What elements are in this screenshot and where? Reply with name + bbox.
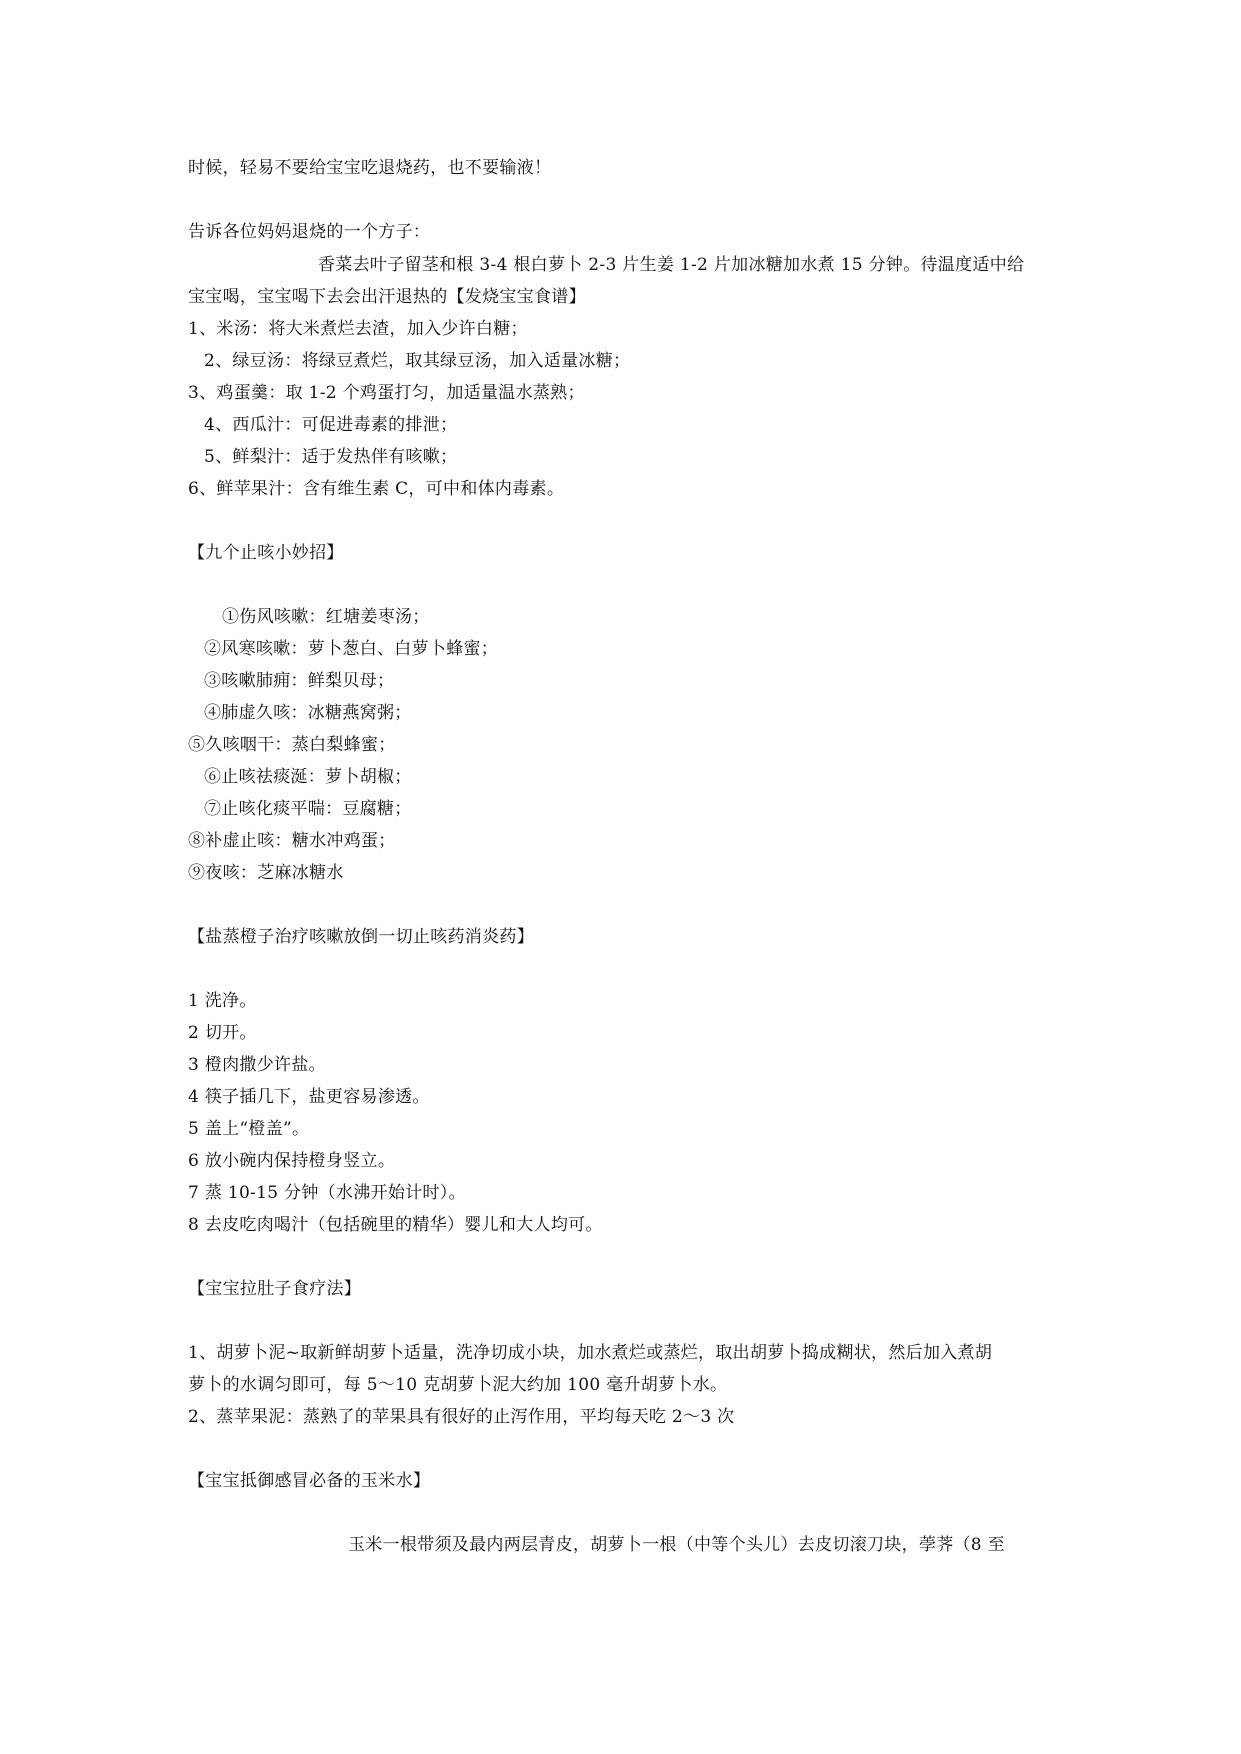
text-line: 3、鸡蛋羹：取 1-2 个鸡蛋打匀，加适量温水蒸熟； bbox=[188, 383, 585, 403]
text-line: 2 切开。 bbox=[188, 1023, 257, 1043]
section-heading: 【九个止咳小妙招】 bbox=[188, 543, 344, 563]
text-line: ⑧补虚止咳：糖水冲鸡蛋； bbox=[188, 831, 396, 851]
text-line: ①伤风咳嗽：红塘姜枣汤； bbox=[222, 607, 430, 627]
text-line: 3 橙肉撒少许盐。 bbox=[188, 1055, 326, 1075]
text-line: 告诉各位妈妈退烧的一个方子： bbox=[188, 222, 431, 242]
text-line: 1 洗净。 bbox=[188, 991, 257, 1011]
text-line: ③咳嗽肺痈：鲜梨贝母； bbox=[204, 671, 395, 691]
section-heading: 【盐蒸橙子治疗咳嗽放倒一切止咳药消炎药】 bbox=[188, 927, 534, 947]
text-line: 4、西瓜汁：可促进毒素的排泄； bbox=[204, 415, 458, 435]
text-line: ⑨夜咳：芝麻冰糖水 bbox=[188, 863, 344, 883]
section-heading: 【宝宝抵御感冒必备的玉米水】 bbox=[188, 1471, 431, 1491]
text-line: ⑦止咳化痰平喘：豆腐糖； bbox=[204, 799, 412, 819]
text-line: 5、鲜梨汁：适于发热伴有咳嗽； bbox=[204, 447, 458, 467]
text-line: 7 蒸 10-15 分钟（水沸开始计时）。 bbox=[188, 1183, 466, 1203]
text-line: 2、蒸苹果泥：蒸熟了的苹果具有很好的止泻作用，平均每天吃 2～3 次 bbox=[188, 1407, 735, 1427]
text-line: 香菜去叶子留茎和根 3-4 根白萝卜 2-3 片生姜 1-2 片加冰糖加水煮 15 分钟。待温度适中给 bbox=[318, 255, 1025, 275]
text-line: 萝卜的水调匀即可，每 5～10 克胡萝卜泥大约加 100 毫升胡萝卜水。 bbox=[188, 1375, 728, 1395]
text-line: 宝宝喝，宝宝喝下去会出汗退热的【发烧宝宝食谱】 bbox=[188, 287, 586, 307]
text-line: ⑥止咳祛痰涎：萝卜胡椒； bbox=[204, 767, 412, 787]
text-line: 时候，轻易不要给宝宝吃退烧药，也不要输液！ bbox=[188, 158, 552, 178]
text-line: ④肺虚久咳：冰糖燕窝粥； bbox=[204, 703, 412, 723]
section-heading: 【宝宝拉肚子食疗法】 bbox=[188, 1279, 361, 1299]
text-line: 玉米一根带须及最内两层青皮，胡萝卜一根（中等个头儿）去皮切滚刀块，荸荠（8 至 bbox=[348, 1535, 1005, 1555]
text-line: ②风寒咳嗽：萝卜葱白、白萝卜蜂蜜； bbox=[204, 639, 499, 659]
text-line: 8 去皮吃肉喝汁（包括碗里的精华）婴儿和大人均可。 bbox=[188, 1215, 603, 1235]
text-line: ⑤久咳咽干：蒸白梨蜂蜜； bbox=[188, 735, 396, 755]
text-line: 4 筷子插几下，盐更容易渗透。 bbox=[188, 1087, 430, 1107]
text-line: 1、胡萝卜泥~取新鲜胡萝卜适量，洗净切成小块，加水煮烂或蒸烂，取出胡萝卜捣成糊状，然后加入煮胡 bbox=[188, 1343, 993, 1363]
text-line: 1、米汤：将大米煮烂去渣，加入少许白糖； bbox=[188, 319, 528, 339]
text-line: 6、鲜苹果汁：含有维生素 C，可中和体内毒素。 bbox=[188, 479, 565, 499]
text-line: 2、绿豆汤：将绿豆煮烂，取其绿豆汤，加入适量冰糖； bbox=[204, 351, 631, 371]
text-line: 5 盖上“橙盖”。 bbox=[188, 1119, 310, 1139]
text-line: 6 放小碗内保持橙身竖立。 bbox=[188, 1151, 396, 1171]
